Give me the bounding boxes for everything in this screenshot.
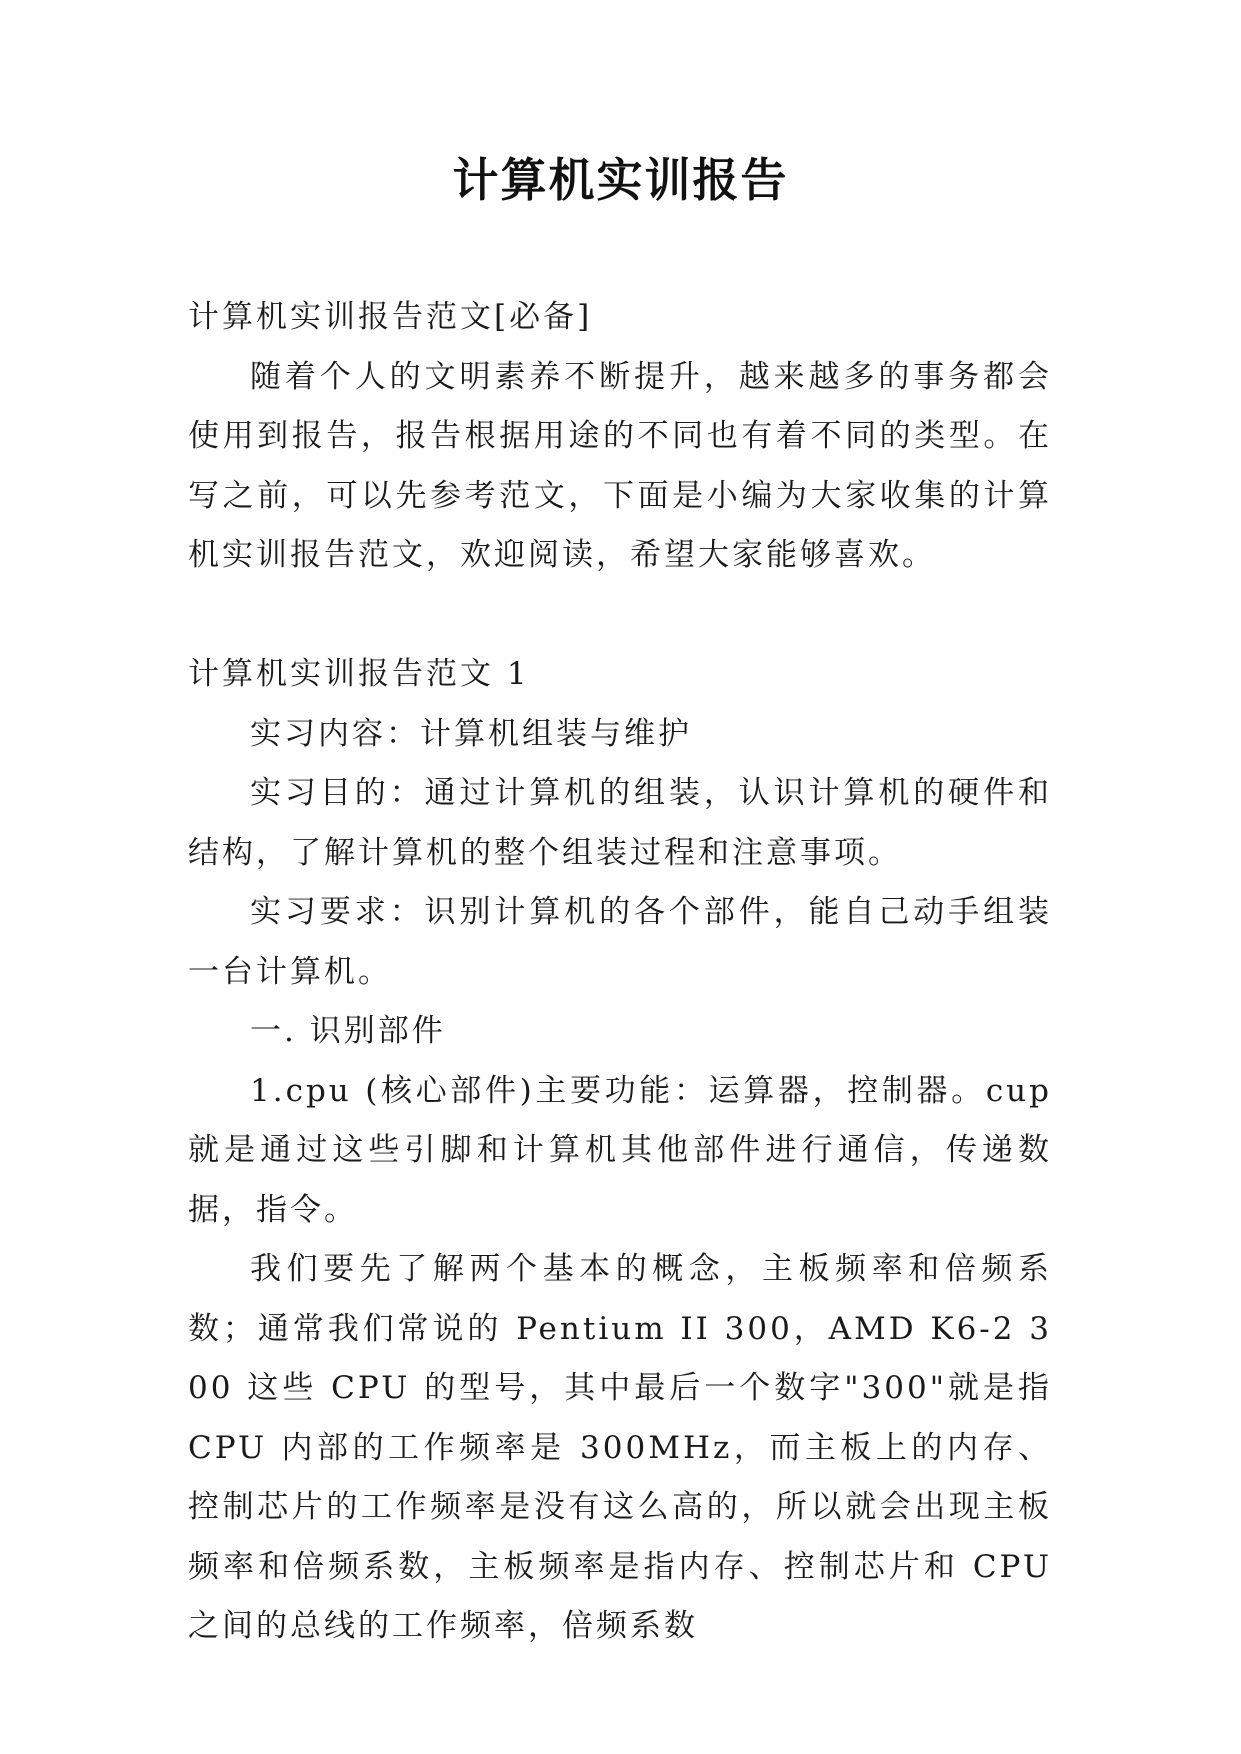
- purpose-paragraph: 实习目的：通过计算机的组装，认识计算机的硬件和结构，了解计算机的整个组装过程和注意事项。: [188, 775, 1052, 871]
- document-title: 计算机实训报告: [452, 153, 789, 207]
- intro-paragraph: 随着个人的文明素养不断提升，越来越多的事务都会使用到报告，报告根据用途的不同也有着不同的类型。在写之前，可以先参考范文，下面是小编为大家收集的计算机实训报告范文，欢迎阅读，希望大家能够喜欢。: [188, 358, 1052, 573]
- frequency-paragraph: 我们要先了解两个基本的概念，主板频率和倍频系数；通常我们常说的 Pentium II 300，AMD K6-2 300 这些 CPU 的型号，其中最后一个数字"300"就是指 CPU 内部的工作频率是 300MHz，而主板上的内存、控制芯片的工作频率是没有这么高的，所以就会出现主板频率和倍频系数，主板频率是指内存、控制芯片和 CPU 之间的总线的工作频率，倍频系数: [188, 1251, 1052, 1644]
- paragraph-gap: [188, 586, 1052, 646]
- requirement-paragraph: 实习要求：识别计算机的各个部件，能自己动手组装一台计算机。: [188, 894, 1052, 990]
- document-body: [188, 288, 1052, 1657]
- subsection-heading: 一. 识别部件: [250, 1013, 446, 1049]
- cpu-paragraph: 1.cpu (核心部件)主要功能：运算器，控制器。cup 就是通过这些引脚和计算机其他部件进行通信，传递数据，指令。: [188, 1072, 1052, 1228]
- content-paragraph: 实习内容：计算机组装与维护: [250, 715, 692, 752]
- section-heading: 计算机实训报告范文 1: [188, 656, 530, 692]
- subtitle-paragraph: 计算机实训报告范文[必备]: [188, 299, 593, 335]
